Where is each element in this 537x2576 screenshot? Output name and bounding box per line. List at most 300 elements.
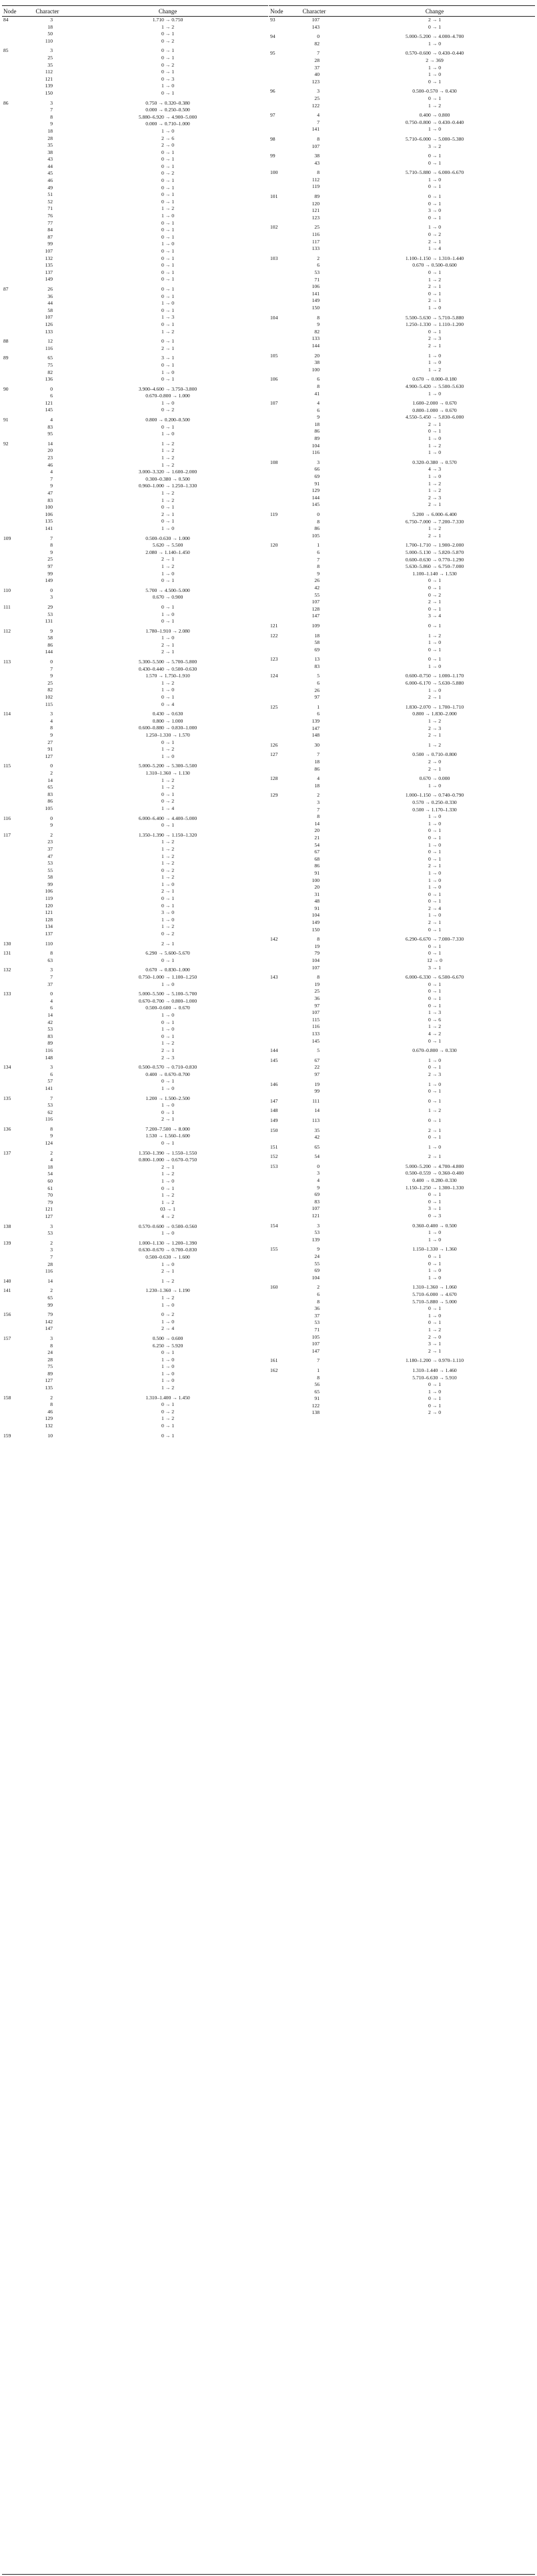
- character-cell: 18: [314, 421, 320, 427]
- change-cell: 0.960–1.000 → 1.250–1.330: [138, 483, 197, 489]
- character-cell: 86: [47, 798, 53, 805]
- table-row: [269, 623, 535, 630]
- character-cell: 8: [317, 518, 320, 525]
- character-cell: 105: [312, 1333, 320, 1340]
- change-cell: 1 → 0: [428, 449, 441, 456]
- character-cell: 89: [47, 1370, 53, 1377]
- character-cell: 55: [47, 867, 53, 873]
- table-row: [269, 41, 535, 48]
- character-cell: 3: [50, 99, 53, 106]
- node-cell: [269, 1389, 294, 1396]
- character-cell: 35: [314, 1127, 320, 1133]
- table-row: [269, 1205, 535, 1213]
- table-row: [2, 300, 268, 307]
- change-cell: 0 → 1: [161, 293, 174, 299]
- character-cell: 148: [312, 732, 320, 739]
- change-cell: 1 → 0: [161, 1230, 174, 1237]
- character-cell: 9: [50, 732, 53, 738]
- change-cell: 1.830–2.070 → 1.700–1.710: [405, 703, 464, 710]
- change-cell: 0 → 2: [161, 37, 174, 44]
- change-cell: 0 → 1: [428, 1253, 441, 1259]
- character-cell: 76: [47, 213, 53, 219]
- character-cell: 35: [47, 61, 53, 68]
- node-cell: [269, 1395, 294, 1403]
- table-row: [269, 335, 535, 343]
- node-cell: [269, 891, 294, 899]
- change-cell: 1 → 0: [161, 881, 174, 887]
- node-cell: [269, 1341, 294, 1348]
- character-cell: 144: [312, 494, 320, 501]
- node-cell: [2, 518, 27, 525]
- table-row: [2, 903, 268, 910]
- character-cell: 122: [312, 1402, 320, 1409]
- node-cell: [2, 1109, 27, 1117]
- character-cell: 28: [314, 57, 320, 63]
- character-cell: 7: [50, 107, 53, 113]
- character-cell: 69: [314, 646, 320, 653]
- character-cell: 7: [50, 665, 53, 672]
- character-cell: 3: [317, 88, 320, 95]
- table-row: [2, 156, 268, 163]
- table-row: [269, 201, 535, 208]
- change-cell: 2 → 1: [161, 556, 174, 563]
- character-cell: 2: [317, 255, 320, 261]
- node-cell: [269, 1071, 294, 1079]
- character-cell: 121: [45, 399, 53, 406]
- change-cell: 2 → 1: [428, 17, 441, 23]
- change-cell: 5.000–5.200 → 5.300–5.500: [138, 763, 197, 769]
- node-cell: [2, 549, 27, 557]
- node-cell: [269, 563, 294, 571]
- change-cell: 0 → 1: [428, 988, 441, 995]
- change-cell: 1 → 2: [428, 1023, 441, 1030]
- character-cell: 7: [50, 535, 53, 541]
- node-cell: [2, 369, 27, 377]
- table-row: [2, 941, 268, 948]
- change-cell: 0 → 1: [161, 895, 174, 902]
- table-row: [2, 462, 268, 469]
- character-cell: 9: [317, 1184, 320, 1191]
- table-row: [2, 895, 268, 903]
- node-cell: [269, 995, 294, 1003]
- node-cell: [2, 1040, 27, 1047]
- change-cell: 1 → 0: [161, 1261, 174, 1267]
- change-cell: 0 → 1: [161, 603, 174, 610]
- node-cell: [2, 846, 27, 853]
- change-cell: 0 → 1: [428, 200, 441, 207]
- table-row: [2, 680, 268, 687]
- change-cell: 0.500–0.570 → 0.710–0.830: [138, 1064, 197, 1071]
- node-cell: [2, 974, 27, 981]
- table-row: [269, 383, 535, 391]
- change-cell: 0 → 1: [161, 69, 174, 75]
- change-cell: 3 → 1: [161, 355, 174, 361]
- character-cell: 8: [317, 1298, 320, 1305]
- character-cell: 1: [317, 542, 320, 549]
- node-cell: 152: [270, 1153, 278, 1160]
- change-cell: 1 → 0: [428, 1229, 441, 1236]
- node-cell: [2, 1047, 27, 1055]
- change-cell: 0 → 1: [161, 156, 174, 163]
- node-cell: [269, 549, 294, 557]
- table-row: [269, 585, 535, 592]
- node-cell: [269, 711, 294, 718]
- change-cell: 1 → 3: [161, 314, 174, 321]
- node-cell: [2, 1019, 27, 1027]
- node-cell: [2, 90, 27, 97]
- table-row: [269, 663, 535, 671]
- character-cell: 144: [45, 649, 53, 655]
- change-cell: 2 → 1: [428, 694, 441, 701]
- node-cell: [2, 611, 27, 619]
- table-row: [2, 1363, 268, 1371]
- change-cell: 0 → 1: [161, 262, 174, 269]
- change-cell: 0 → 1: [161, 1185, 174, 1191]
- change-cell: 0 → 1: [428, 1134, 441, 1141]
- change-cell: 1 → 0: [428, 40, 441, 47]
- character-cell: 8: [317, 169, 320, 176]
- table-row: [269, 33, 535, 41]
- change-cell: 1.710 → 0.750: [152, 17, 183, 23]
- node-cell: [2, 376, 27, 383]
- table-row: [269, 1153, 535, 1161]
- node-cell: 122: [270, 632, 278, 639]
- node-cell: [269, 1038, 294, 1045]
- change-cell: 0 → 1: [161, 47, 174, 54]
- node-cell: [2, 1071, 27, 1079]
- node-cell: 158: [3, 1394, 11, 1401]
- table-row: [269, 1213, 535, 1220]
- node-cell: [2, 321, 27, 329]
- table-row: [2, 711, 268, 718]
- node-cell: [2, 1171, 27, 1178]
- character-cell: 133: [312, 1030, 320, 1037]
- node-cell: [2, 1133, 27, 1140]
- table-row: [269, 673, 535, 680]
- change-cell: 0 → 1: [428, 1037, 441, 1044]
- node-cell: [2, 1164, 27, 1171]
- change-cell: 0 → 1: [428, 849, 441, 855]
- node-cell: 120: [270, 542, 278, 549]
- table-row: [2, 1254, 268, 1261]
- change-cell: 1.000–1.130 → 1.200–1.390: [138, 1239, 197, 1246]
- character-cell: 46: [47, 461, 53, 468]
- character-cell: 9: [50, 483, 53, 489]
- change-cell: 0 → 1: [161, 219, 174, 226]
- node-cell: [269, 435, 294, 443]
- change-cell: 1 → 0: [161, 1370, 174, 1377]
- character-cell: 86: [314, 525, 320, 532]
- node-cell: 157: [3, 1335, 11, 1341]
- node-cell: [269, 1291, 294, 1299]
- node-cell: [2, 725, 27, 732]
- node-cell: 148: [270, 1107, 278, 1114]
- character-cell: 26: [314, 687, 320, 693]
- node-cell: 95: [270, 50, 276, 57]
- character-cell: 47: [47, 490, 53, 496]
- character-cell: 63: [47, 957, 53, 963]
- character-cell: 119: [45, 895, 53, 902]
- table-row: [2, 205, 268, 213]
- change-cell: 2 → 3: [428, 1071, 441, 1077]
- table-row: [269, 1064, 535, 1071]
- change-cell: 0 → 1: [161, 1033, 174, 1039]
- change-cell: 0 → 1: [428, 834, 441, 841]
- table-row: [269, 239, 535, 246]
- change-cell: 1 → 2: [161, 1385, 174, 1391]
- character-cell: 104: [312, 912, 320, 919]
- table-row: [2, 185, 268, 192]
- table-row: [2, 832, 268, 839]
- table-row: [269, 870, 535, 877]
- table-row: [269, 231, 535, 239]
- change-cell: 1 → 0: [428, 390, 441, 397]
- character-cell: 36: [314, 1305, 320, 1312]
- character-cell: 82: [47, 369, 53, 375]
- node-cell: [269, 1088, 294, 1095]
- node-cell: [2, 1055, 27, 1062]
- change-cell: 1 → 2: [161, 1277, 174, 1284]
- table-row: [2, 1206, 268, 1213]
- node-cell: 113: [3, 659, 11, 665]
- character-cell: 121: [312, 1213, 320, 1219]
- character-cell: 8: [50, 113, 53, 120]
- node-cell: [2, 307, 27, 315]
- change-cell: 1 → 2: [161, 440, 174, 447]
- character-cell: 139: [312, 1236, 320, 1243]
- node-cell: [269, 71, 294, 79]
- character-cell: 25: [314, 224, 320, 231]
- node-cell: 131: [3, 950, 11, 957]
- change-cell: 1.530 → 1.560–1.600: [145, 1133, 190, 1139]
- node-cell: [269, 291, 294, 298]
- change-cell: 0 → 1: [161, 321, 174, 327]
- node-cell: [2, 903, 27, 910]
- table-row: [269, 1284, 535, 1291]
- node-cell: [269, 1403, 294, 1410]
- table-row: [2, 1150, 268, 1157]
- change-cell: 1 → 2: [428, 487, 441, 494]
- change-cell: 1 → 2: [161, 455, 174, 461]
- table-row: [269, 1229, 535, 1237]
- node-cell: [2, 191, 27, 199]
- change-cell: 1 → 0: [428, 435, 441, 442]
- node-cell: [2, 345, 27, 353]
- table-row: [2, 777, 268, 785]
- node-cell: [2, 55, 27, 62]
- table-header: [269, 5, 535, 17]
- change-cell: 0.670 → 0.830–1.000: [145, 967, 190, 973]
- table-row: [2, 694, 268, 701]
- node-cell: [269, 821, 294, 828]
- change-cell: 0 → 1: [428, 926, 441, 933]
- character-cell: 1: [317, 1367, 320, 1373]
- change-cell: 0 → 1: [428, 1260, 441, 1267]
- node-cell: [269, 421, 294, 429]
- table-row: [2, 307, 268, 315]
- change-cell: 0.500 → 0.600: [152, 1335, 183, 1341]
- character-cell: 4: [317, 1177, 320, 1184]
- change-cell: 1 → 2: [428, 366, 441, 373]
- table-row: [2, 1064, 268, 1071]
- character-cell: 150: [45, 89, 53, 96]
- node-cell: [2, 1085, 27, 1093]
- character-cell: 89: [314, 435, 320, 442]
- table-row: [2, 967, 268, 974]
- change-cell: 0.670 → 0.000–0.180: [412, 376, 457, 383]
- character-cell: 121: [45, 75, 53, 82]
- character-cell: 106: [312, 283, 320, 290]
- character-cell: 9: [50, 1133, 53, 1139]
- node-cell: [2, 69, 27, 76]
- table-row: [2, 476, 268, 483]
- node-cell: [2, 687, 27, 694]
- table-row: [269, 50, 535, 57]
- change-cell: 3 → 1: [428, 1205, 441, 1212]
- character-cell: 112: [45, 69, 53, 75]
- table-row: [2, 587, 268, 595]
- node-cell: 142: [270, 936, 278, 943]
- character-cell: 6: [50, 1071, 53, 1077]
- table-row: [269, 950, 535, 957]
- node-cell: [2, 917, 27, 924]
- node-cell: [269, 533, 294, 540]
- change-cell: 0.600–0.750 → 1.000–1.170: [405, 673, 464, 679]
- table-row: [269, 126, 535, 133]
- character-cell: 28: [47, 1261, 53, 1267]
- node-cell: [269, 126, 294, 133]
- table-row: [2, 262, 268, 269]
- change-cell: 1 → 2: [161, 874, 174, 881]
- change-cell: 2 → 1: [428, 599, 441, 605]
- node-cell: [269, 207, 294, 215]
- character-cell: 83: [314, 663, 320, 669]
- table-row: [2, 1409, 268, 1416]
- node-cell: 162: [270, 1367, 278, 1373]
- table-row: [269, 215, 535, 222]
- character-cell: 4: [50, 1157, 53, 1163]
- table-row: [2, 753, 268, 761]
- change-cell: 1 → 0: [161, 1085, 174, 1091]
- character-cell: 139: [45, 83, 53, 89]
- node-cell: 109: [3, 535, 11, 541]
- change-cell: 2 → 1: [161, 888, 174, 895]
- node-cell: [2, 770, 27, 777]
- table-row: [269, 965, 535, 972]
- character-cell: 49: [47, 184, 53, 191]
- change-cell: 0.600–0.630 → 0.770–1.290: [405, 556, 464, 563]
- character-cell: 42: [314, 584, 320, 591]
- table-row: [2, 149, 268, 157]
- character-cell: 145: [312, 1037, 320, 1044]
- character-cell: 105: [312, 532, 320, 539]
- table-row: [2, 1357, 268, 1364]
- node-cell: [269, 950, 294, 957]
- table-row: [2, 376, 268, 383]
- table-row: [2, 881, 268, 889]
- character-cell: 43: [47, 156, 53, 163]
- table-row: [269, 783, 535, 790]
- character-cell: 107: [312, 1205, 320, 1212]
- node-cell: [2, 1268, 27, 1275]
- change-cell: 1 → 0: [161, 1026, 174, 1033]
- character-cell: 54: [314, 841, 320, 848]
- character-cell: 20: [314, 827, 320, 834]
- table-row: [269, 1389, 535, 1396]
- table-row: [269, 827, 535, 835]
- change-cell: 1 → 0: [428, 1274, 441, 1281]
- change-cell: 4.550–5.450 → 5.830–6.000: [405, 414, 464, 421]
- character-cell: 107: [312, 1009, 320, 1016]
- table-row: [269, 898, 535, 905]
- change-cell: 6.290 → 5.600–5.670: [145, 950, 190, 957]
- table-row: [2, 1109, 268, 1117]
- character-cell: 60: [47, 1178, 53, 1185]
- node-cell: [269, 231, 294, 239]
- change-cell: 0.400 → 0.670–0.700: [145, 1071, 190, 1077]
- change-cell: 0.570–0.600 → 0.430–0.440: [405, 50, 464, 57]
- change-cell: 1 → 2: [428, 632, 441, 639]
- table-row: [269, 1327, 535, 1334]
- table-row: [2, 269, 268, 277]
- table-row: [269, 1348, 535, 1355]
- character-cell: 138: [312, 1409, 320, 1416]
- node-cell: [2, 213, 27, 220]
- change-cell: 0 → 1: [428, 584, 441, 591]
- character-cell: 46: [47, 1408, 53, 1415]
- table-row: [2, 1268, 268, 1275]
- character-cell: 120: [312, 200, 320, 207]
- table-row: [2, 483, 268, 490]
- node-cell: [269, 599, 294, 606]
- character-cell: 91: [314, 869, 320, 876]
- change-cell: 0 → 1: [161, 902, 174, 909]
- change-cell: 5.710–6.000 → 5.000–5.380: [405, 135, 464, 142]
- table-row: [269, 988, 535, 995]
- table-row: [269, 255, 535, 263]
- change-cell: 0 → 3: [161, 75, 174, 82]
- table-row: [269, 863, 535, 870]
- table-row: [269, 1237, 535, 1244]
- node-cell: [269, 807, 294, 814]
- change-cell: 3 → 1: [428, 964, 441, 971]
- node-cell: [2, 1261, 27, 1269]
- node-cell: [269, 1199, 294, 1206]
- change-cell: 0 → 1: [161, 338, 174, 345]
- node-cell: [269, 1267, 294, 1275]
- character-cell: 0: [50, 763, 53, 769]
- table-row: [2, 1349, 268, 1357]
- table-row: [2, 1192, 268, 1199]
- table-row: [2, 563, 268, 571]
- change-cell: 1 → 0: [428, 884, 441, 891]
- node-cell: [2, 1357, 27, 1364]
- character-cell: 147: [45, 1325, 53, 1332]
- change-cell: 1 → 2: [161, 777, 174, 783]
- table-row: [2, 362, 268, 369]
- table-row: [269, 24, 535, 31]
- character-column-header: Character: [302, 7, 326, 15]
- node-cell: [2, 577, 27, 585]
- table-row: [2, 1012, 268, 1019]
- node-cell: [2, 1295, 27, 1302]
- change-cell: 0 → 1: [428, 1305, 441, 1312]
- character-cell: 82: [47, 687, 53, 693]
- table-row: [269, 1403, 535, 1410]
- node-cell: 121: [270, 622, 278, 629]
- change-cell: 1 → 0: [161, 213, 174, 219]
- character-cell: 2: [50, 1149, 53, 1156]
